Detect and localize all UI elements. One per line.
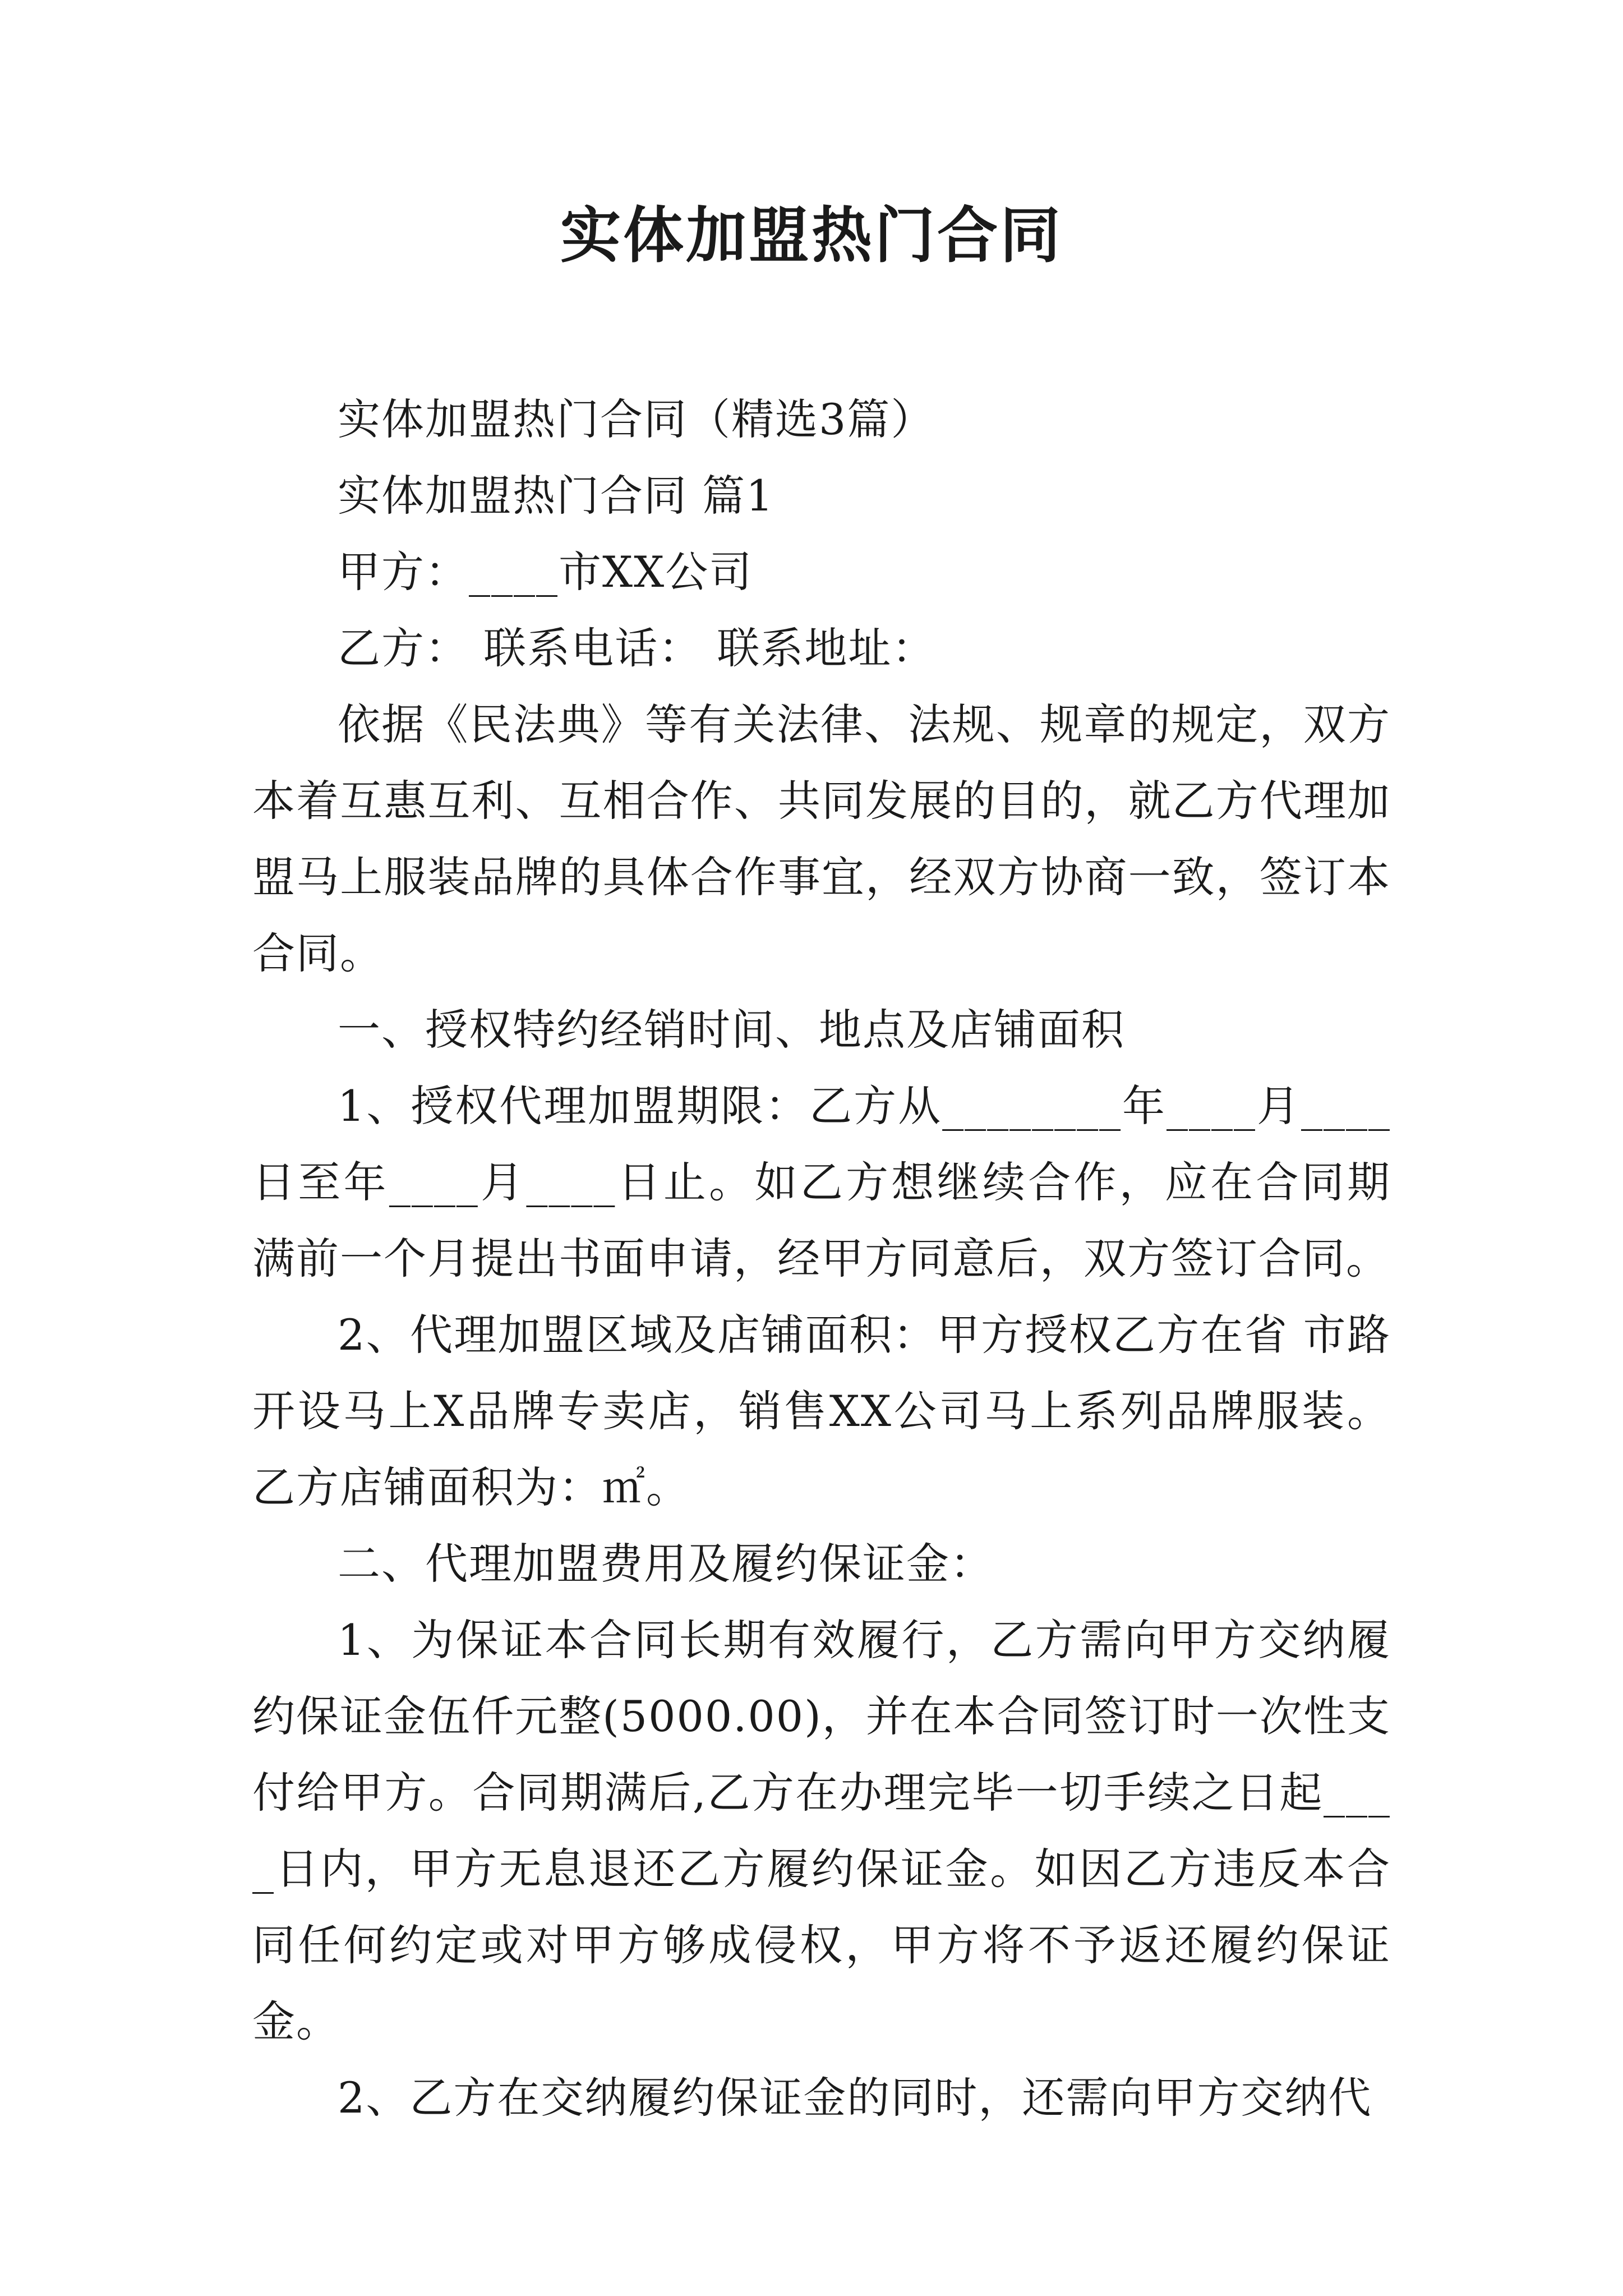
document-body	[252, 381, 1391, 2136]
paragraph-clause-1-2: 2、代理加盟区域及店铺面积：甲方授权乙方在省 市路开设马上X品牌专卖店，销售XX公司马上系列品牌服装。乙方店铺面积为：㎡。	[252, 1310, 1391, 1512]
document-title: 实体加盟热门合同	[560, 200, 1063, 271]
paragraph-section-heading: 实体加盟热门合同 篇1	[338, 471, 774, 521]
paragraph-subtitle: 实体加盟热门合同（精选3篇）	[338, 394, 935, 444]
paragraph-clause-1-heading: 一、授权特约经销时间、地点及店铺面积	[338, 1005, 1125, 1055]
paragraph-party-a: 甲方：____市XX公司	[338, 547, 753, 597]
paragraph-party-b: 乙方： 联系电话： 联系地址：	[338, 623, 936, 673]
paragraph-preamble: 依据《民法典》等有关法律、法规、规章的规定，双方本着互惠互利、互相合作、共同发展的目的，就乙方代理加盟马上服装品牌的具体合作事宜，经双方协商一致，签订本合同。	[252, 700, 1391, 978]
paragraph-clause-2-2: 2、乙方在交纳履约保证金的同时，还需向甲方交纳代	[338, 2073, 1372, 2123]
paragraph-clause-2-heading: 二、代理加盟费用及履约保证金：	[338, 1539, 994, 1589]
paragraph-clause-1-1: 1、授权代理加盟期限：乙方从________年____月____日至年____月____日止。如乙方想继续合作，应在合同期满前一个月提出书面申请，经甲方同意后，双方签订合同。	[252, 1081, 1391, 1283]
paragraph-clause-2-1: 1、为保证本合同长期有效履行，乙方需向甲方交纳履约保证金伍仟元整(5000.00)，并在本合同签订时一次性支付给甲方。合同期满后,乙方在办理完毕一切手续之日起____日内，甲方无息退还乙方履约保证金。如因乙方违反本合同任何约定或对甲方够成侵权，甲方将不予返还履约保证金。	[252, 1615, 1391, 2046]
